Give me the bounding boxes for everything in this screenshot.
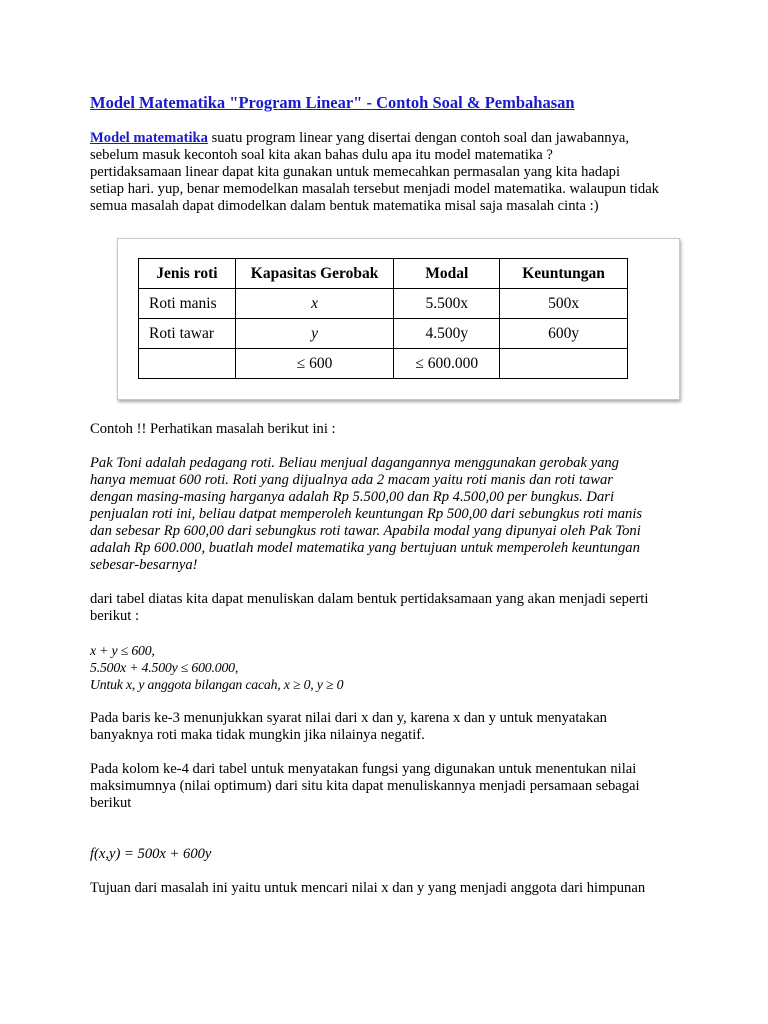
- problem-paragraph: [90, 455, 690, 574]
- table-image-frame: [117, 238, 680, 400]
- table-cell: [500, 349, 628, 379]
- table-note-paragraph: [90, 591, 690, 625]
- table-cell: 5.500x: [394, 289, 500, 319]
- problem-line: dengan masing-masing harganya adalah Rp 5.500,00 dan Rp 4.500,00 per bungkus. Dari: [90, 489, 614, 505]
- intro-line-5: semua masalah dapat dimodelkan dalam bentuk matematika misal saja masalah cinta :): [90, 198, 599, 214]
- table-cell: 600y: [500, 319, 628, 349]
- problem-line: dan sebesar Rp 600,00 dari sebungkus roti tawar. Apabila modal yang dipunyai oleh Pak Toni: [90, 523, 641, 539]
- header-jenis-roti: Jenis roti: [139, 259, 236, 289]
- col4-note-line: Pada kolom ke-4 dari tabel untuk menyatakan fungsi yang digunakan untuk menentukan nilai: [90, 761, 637, 777]
- problem-line: penjualan roti ini, beliau datpat memperoleh keuntungan Rp 500,00 dari sebungkus roti manis: [90, 506, 643, 522]
- objective-function: f(x,y) = 500x + 600y: [90, 846, 212, 862]
- intro-line-4: setiap hari. yup, benar memodelkan masalah tersebut menjadi model matematika. walaupun tidak: [90, 181, 659, 197]
- row3-note-paragraph: [90, 710, 690, 744]
- col4-note-line: berikut: [90, 795, 132, 811]
- table-row: [139, 349, 628, 379]
- problem-line: hanya memuat 600 roti. Roti yang dijualnya ada 2 macam yaitu roti manis dan roti tawar: [90, 472, 613, 488]
- row3-note-line: Pada baris ke-3 menunjukkan syarat nilai dari x dan y, karena x dan y untuk menyatakan: [90, 710, 607, 726]
- model-matematika-link[interactable]: Model matematika: [90, 130, 208, 146]
- inequality-line: Untuk x, y anggota bilangan cacah, x ≥ 0, y ≥ 0: [90, 677, 344, 692]
- table-note-line: berikut :: [90, 608, 140, 624]
- col4-note-line: maksimumnya (nilai optimum) dari situ kita dapat menuliskannya menjadi persamaan sebagai: [90, 778, 640, 794]
- table-note-line: dari tabel diatas kita dapat menuliskan dalam bentuk pertidaksamaan yang akan menjadi seperti: [90, 591, 649, 607]
- table-header-row: [139, 259, 628, 289]
- intro-line-1: suatu program linear yang disertai dengan contoh soal dan jawabannya,: [207, 130, 630, 146]
- problem-line: sebesar-besarnya!: [90, 557, 198, 573]
- problem-line: Pak Toni adalah pedagang roti. Beliau menjual dagangannya menggunakan gerobak yang: [90, 455, 619, 471]
- intro-paragraph: [90, 130, 690, 215]
- lower-content: [90, 421, 690, 897]
- table-cell: ≤ 600.000: [394, 349, 500, 379]
- table-cell: 500x: [500, 289, 628, 319]
- table-row: [139, 289, 628, 319]
- header-kapasitas-gerobak: Kapasitas Gerobak: [235, 259, 394, 289]
- table-cell: Roti tawar: [139, 319, 236, 349]
- inequality-line: 5.500x + 4.500y ≤ 600.000,: [90, 660, 239, 675]
- problem-line: adalah Rp 600.000, buatlah model matematika yang bertujuan untuk memperoleh keuntungan: [90, 540, 640, 556]
- article-title[interactable]: Model Matematika "Program Linear" - Contoh Soal & Pembahasan: [90, 93, 575, 112]
- header-keuntungan: Keuntungan: [500, 259, 628, 289]
- inequality-line: x + y ≤ 600,: [90, 643, 155, 658]
- col4-note-paragraph: [90, 761, 690, 812]
- roti-table: [138, 258, 628, 379]
- intro-line-2: sebelum masuk kecontoh soal kita akan bahas dulu apa itu model matematika ?: [90, 147, 553, 163]
- intro-line-3: pertidaksamaan linear dapat kita gunakan untuk memecahkan permasalan yang kita hadapi: [90, 164, 621, 180]
- table-cell: 4.500y: [394, 319, 500, 349]
- table-cell: [139, 349, 236, 379]
- table-cell: ≤ 600: [235, 349, 394, 379]
- example-heading: Contoh !! Perhatikan masalah berikut ini :: [90, 421, 336, 437]
- document-page: [90, 93, 690, 896]
- final-line: Tujuan dari masalah ini yaitu untuk mencari nilai x dan y yang menjadi anggota dari himpunan: [90, 880, 646, 896]
- table-row: [139, 319, 628, 349]
- inequality-list: [90, 642, 690, 693]
- table-cell: x: [235, 289, 394, 319]
- header-modal: Modal: [394, 259, 500, 289]
- table-cell: y: [235, 319, 394, 349]
- row3-note-line: banyaknya roti maka tidak mungkin jika nilainya negatif.: [90, 727, 425, 743]
- table-cell: Roti manis: [139, 289, 236, 319]
